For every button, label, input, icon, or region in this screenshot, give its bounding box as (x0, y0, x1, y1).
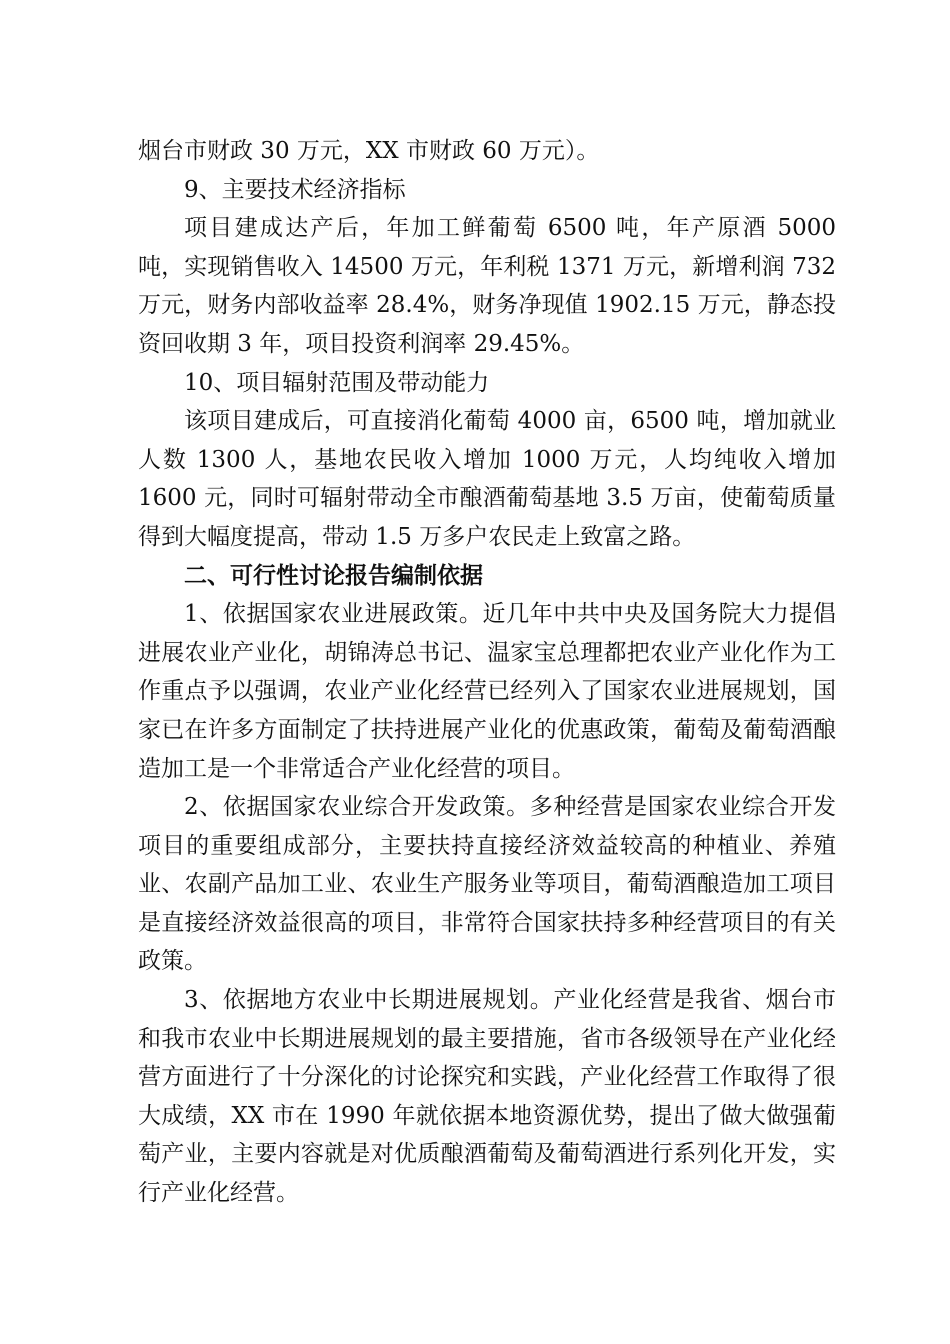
paragraph-basis-3: 3、依据地方农业中长期进展规划。产业化经营是我省、烟台市和我市农业中长期进展规划的最主要措施，省市各级领导在产业化经营方面进行了十分深化的讨论探究和实践，产业化经营工作取得了很大成绩，XX 市在 1990 年就依据本地资源优势，提出了做大做强葡萄产业，主要内容就是对优质酿酒葡萄及葡萄酒进行系列化开发，实行产业化经营。 (138, 987, 836, 1207)
paragraph-basis-2: 2、依据国家农业综合开发政策。多种经营是国家农业综合开发项目的重要组成部分，主要扶持直接经济效益较高的种植业、养殖业、农副产品加工业、农业生产服务业等项目，葡萄酒酿造加工项目是直接经济效益很高的项目，非常符合国家扶持多种经营项目的有关政策。 (138, 794, 836, 975)
section-heading-2: 二、可行性讨论报告编制依据 (184, 562, 483, 589)
heading-item-9: 9、主要技术经济指标 (184, 176, 406, 203)
paragraph-radiation-capacity: 该项目建成后，可直接消化葡萄 4000 亩，6500 吨，增加就业人数 1300 人，基地农民收入增加 1000 万元，人均纯收入增加 1600 元，同时可辐射带动全市酿酒葡萄基地 3.5 万亩，使葡萄质量得到大幅度提高，带动 1.5 万多户农民走上致富之路。 (138, 408, 836, 550)
heading-item-10: 10、项目辐射范围及带动能力 (184, 369, 490, 396)
paragraph-basis-1: 1、依据国家农业进展政策。近几年中共中央及国务院大力提倡进展农业产业化，胡锦涛总书记、温家宝总理都把农业产业化作为工作重点予以强调，农业产业化经营已经列入了国家农业进展规划，国家已在许多方面制定了扶持进展产业化的优惠政策，葡萄及葡萄酒酿造加工是一个非常适合产业化经营的项目。 (138, 601, 836, 782)
document-body (138, 132, 836, 1213)
paragraph-funding-continuation: 烟台市财政 30 万元，XX 市财政 60 万元）。 (138, 138, 600, 164)
paragraph-tech-economic-indicators: 项目建成达产后，年加工鲜葡萄 6500 吨，年产原酒 5000 吨，实现销售收入 14500 万元，年利税 1371 万元，新增利润 732 万元，财务内部收益率 28.4%，财务净现值 1902.15 万元，静态投资回收期 3 年，项目投资利润率 29.45%。 (138, 215, 836, 357)
